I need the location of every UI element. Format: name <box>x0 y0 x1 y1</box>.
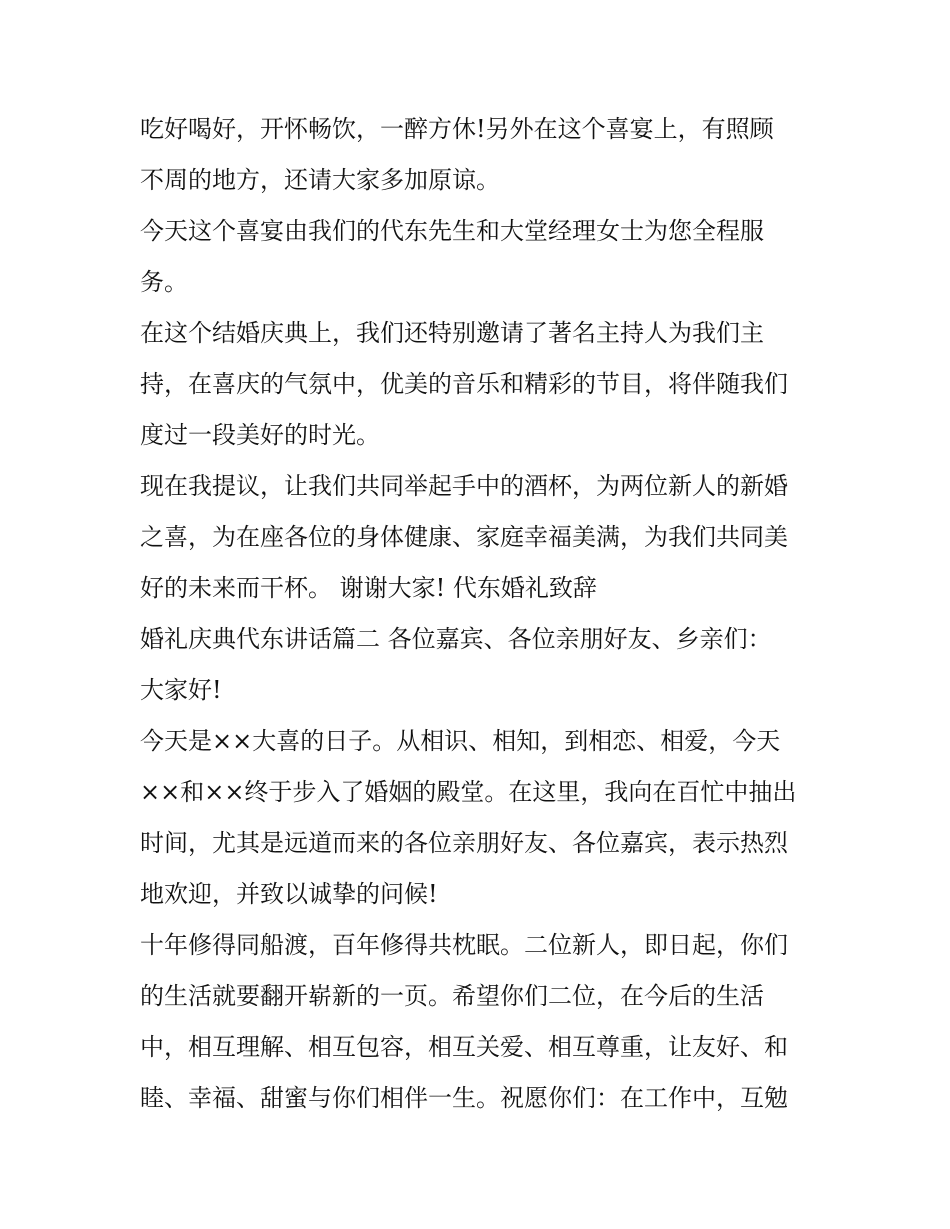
text-line: 务。 <box>140 268 188 296</box>
text-line: 吃好喝好，开怀畅饮，一醉方休!另外在这个喜宴上，有照顾 <box>140 115 774 143</box>
text-line: 地欢迎，并致以诚挚的问候! <box>140 880 438 908</box>
text-line: 中，相互理解、相互包容，相互关爱、相互尊重，让友好、和 <box>140 1033 788 1061</box>
text-line: 度过一段美好的时光。 <box>140 421 380 449</box>
text-line: 在这个结婚庆典上，我们还特别邀请了著名主持人为我们主 <box>140 319 764 347</box>
text-line: 现在我提议，让我们共同举起手中的酒杯，为两位新人的新婚 <box>140 472 788 500</box>
text-line: 睦、幸福、甜蜜与你们相伴一生。祝愿你们：在工作中，互勉 <box>140 1084 788 1112</box>
text-line: 之喜，为在座各位的身体健康、家庭幸福美满，为我们共同美 <box>140 523 788 551</box>
text-line: 时间，尤其是远道而来的各位亲朋好友、各位嘉宾，表示热烈 <box>140 829 788 857</box>
text-line: 不周的地方，还请大家多加原谅。 <box>140 166 500 194</box>
text-line: 十年修得同船渡，百年修得共枕眠。二位新人，即日起，你们 <box>140 931 788 959</box>
text-line: 大家好! <box>140 676 222 704</box>
text-line: 今天是××大喜的日子。从相识、相知，到相恋、相爱，今天 <box>140 727 781 755</box>
text-line: 婚礼庆典代东讲话篇二 各位嘉宾、各位亲朋好友、乡亲们： <box>140 625 772 653</box>
text-line: 今天这个喜宴由我们的代东先生和大堂经理女士为您全程服 <box>140 217 764 245</box>
text-line: 持，在喜庆的气氛中，优美的音乐和精彩的节目，将伴随我们 <box>140 370 788 398</box>
text-line: 的生活就要翻开崭新的一页。希望你们二位，在今后的生活 <box>140 982 764 1010</box>
document-body <box>140 104 820 1124</box>
text-line: ××和××终于步入了婚姻的殿堂。在这里，我向在百忙中抽出 <box>140 778 797 806</box>
text-line: 好的未来而干杯。 谢谢大家! 代东婚礼致辞 <box>140 574 597 602</box>
